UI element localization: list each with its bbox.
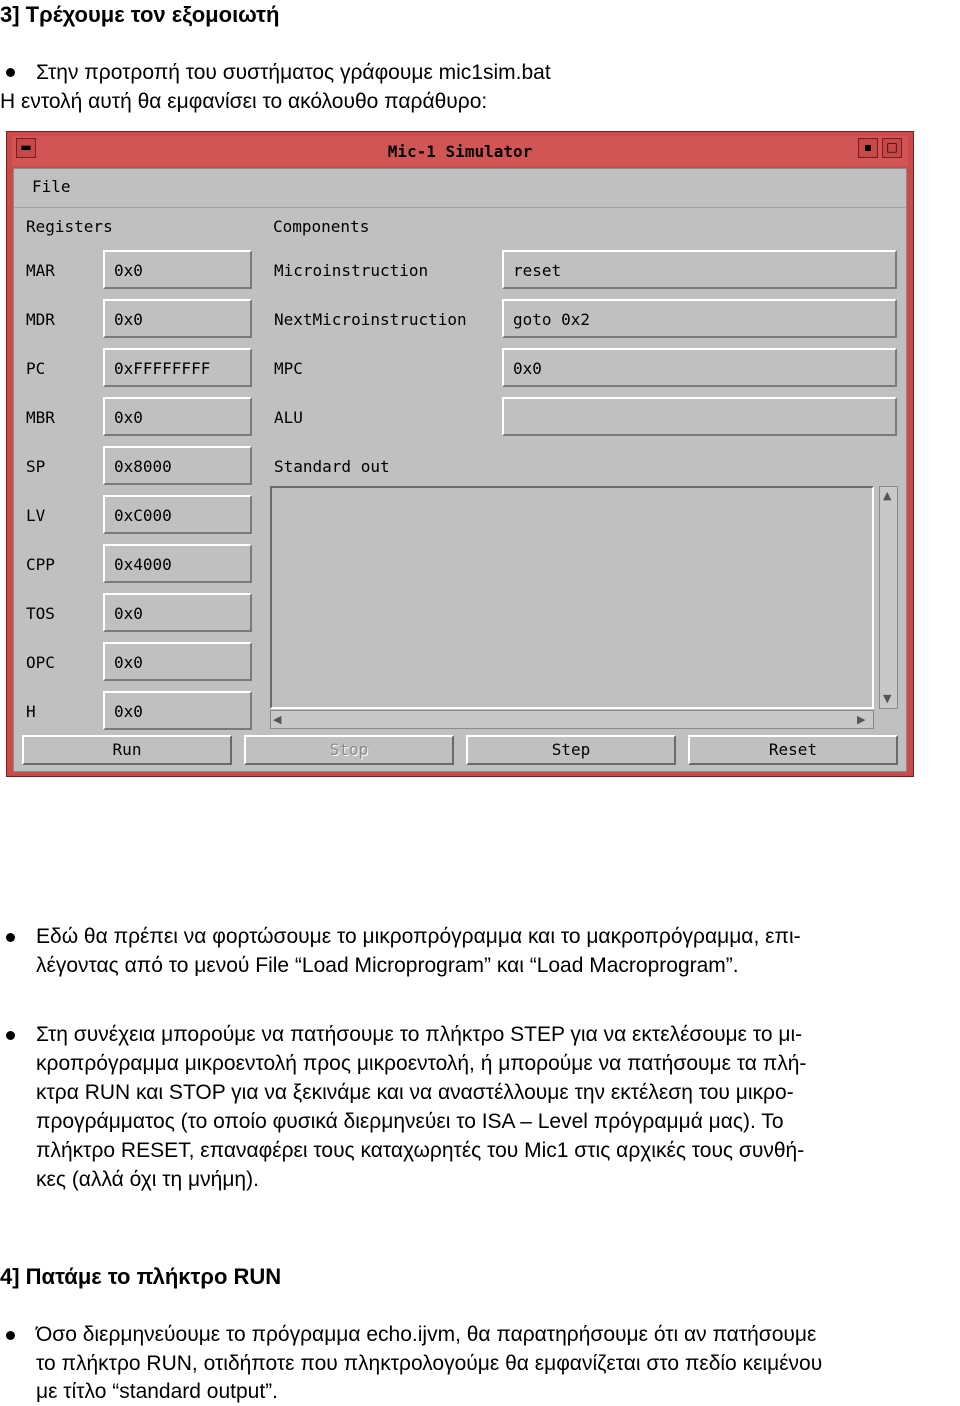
register-label-pc: PC <box>26 359 46 378</box>
run-button[interactable]: Run <box>22 735 232 765</box>
register-field-h: 0x0 <box>103 691 252 730</box>
window-menu-button[interactable]: ▬ <box>16 138 36 158</box>
registers-header: Registers <box>26 217 113 236</box>
component-label-microinstruction: Microinstruction <box>274 261 429 280</box>
standard-out-textarea[interactable] <box>270 486 874 709</box>
register-label-mbr: MBR <box>26 408 55 427</box>
simulator-window <box>6 131 914 777</box>
register-label-mdr: MDR <box>26 310 55 329</box>
component-field-alu <box>502 397 897 436</box>
menu-bar <box>14 169 906 208</box>
section-heading-3: 3] Τρέχουμε τον εξομοιωτή <box>0 2 280 27</box>
bullet-icon <box>6 933 15 942</box>
register-label-tos: TOS <box>26 604 55 623</box>
simulator-client <box>13 168 907 772</box>
register-field-opc: 0x0 <box>103 642 252 681</box>
title-bar <box>12 136 908 166</box>
register-label-lv: LV <box>26 506 46 525</box>
component-field-microinstruction: reset <box>502 250 897 289</box>
component-label-alu: ALU <box>274 408 303 427</box>
register-field-sp: 0x8000 <box>103 446 252 485</box>
scroll-right-icon[interactable]: ▶ <box>857 713 866 726</box>
component-label-mpc: MPC <box>274 359 303 378</box>
register-field-lv: 0xC000 <box>103 495 252 534</box>
paragraph-2-line-3: κτρα RUN και STOP για να ξεκινάμε και να αναστέλλουμε την εκτέλεση του μικρο- <box>36 1081 794 1104</box>
paragraph-2-line-1: Στη συνέχεια μπορούμε να πατήσουμε το πλήκτρο STEP για να εκτελέσουμε το μι- <box>36 1023 803 1046</box>
stop-button[interactable]: Stop <box>244 735 454 765</box>
register-field-mdr: 0x0 <box>103 299 252 338</box>
scroll-up-icon[interactable]: ▲ <box>883 489 892 502</box>
register-field-pc: 0xFFFFFFFF <box>103 348 252 387</box>
paragraph-1-line-1: Εδώ θα πρέπει να φορτώσουμε το μικροπρόγραμμα και το μακροπρόγραμμα, επι- <box>36 925 801 948</box>
scroll-left-icon[interactable]: ◀ <box>273 713 282 726</box>
paragraph-1-line-2: λέγοντας από το μενού File “Load Microprogram” και “Load Macroprogram”. <box>36 954 739 977</box>
paragraph-2-line-6: κες (αλλά όχι τη μνήμη). <box>36 1168 259 1191</box>
register-label-opc: OPC <box>26 653 55 672</box>
register-field-tos: 0x0 <box>103 593 252 632</box>
component-field-next-microinstruction: goto 0x2 <box>502 299 897 338</box>
intro-bullet-text: Στην προτροπή του συστήματος γράφουμε mic1sim.bat <box>36 61 551 84</box>
section-heading-4: 4] Πατάμε το πλήκτρο RUN <box>0 1264 282 1289</box>
bullet-icon <box>6 1331 15 1340</box>
register-field-mbr: 0x0 <box>103 397 252 436</box>
scroll-down-icon[interactable]: ▼ <box>883 692 892 705</box>
section-4-line-2: το πλήκτρο RUN, οτιδήποτε που πληκτρολογούμε θα εμφανίζεται στο πεδίο κειμένου <box>36 1352 823 1375</box>
paragraph-2-line-2: κροπρόγραμμα μικροεντολή προς μικροεντολή, ή μπορούμε να πατήσουμε τα πλή- <box>36 1052 807 1075</box>
maximize-button[interactable]: □ <box>882 138 902 158</box>
section-4-line-3: με τίτλο “standard output”. <box>36 1380 279 1403</box>
section-4-line-1: Όσο διερμηνεύουμε το πρόγραμμα echo.ijvm, θα παρατηρήσουμε ότι αν πατήσουμε <box>36 1323 817 1346</box>
reset-button[interactable]: Reset <box>688 735 898 765</box>
register-label-mar: MAR <box>26 261 55 280</box>
bullet-icon <box>6 1031 15 1040</box>
horizontal-scrollbar[interactable] <box>270 710 874 729</box>
paragraph-2-line-4: προγράμματος (το οποίο φυσικά διερμηνεύει το ISA – Level πρόγραμμά μας). Το <box>36 1110 784 1133</box>
step-button[interactable]: Step <box>466 735 676 765</box>
register-field-mar: 0x0 <box>103 250 252 289</box>
bullet-icon <box>6 68 15 77</box>
window-title: Mic-1 Simulator <box>387 142 533 161</box>
intro-line: Η εντολή αυτή θα εμφανίσει το ακόλουθο παράθυρο: <box>0 90 488 113</box>
standard-out-label: Standard out <box>274 457 390 476</box>
register-label-h: H <box>26 702 36 721</box>
register-label-sp: SP <box>26 457 46 476</box>
component-field-mpc: 0x0 <box>502 348 897 387</box>
register-label-cpp: CPP <box>26 555 55 574</box>
vertical-scrollbar[interactable] <box>879 486 898 709</box>
paragraph-2-line-5: πλήκτρο RESET, επαναφέρει τους καταχωρητές του Mic1 στις αρχικές τους συνθή- <box>36 1139 805 1162</box>
component-label-next-microinstruction: NextMicroinstruction <box>274 310 467 329</box>
register-field-cpp: 0x4000 <box>103 544 252 583</box>
minimize-button[interactable]: ▪ <box>858 138 878 158</box>
menu-file[interactable]: File <box>32 177 71 196</box>
components-header: Components <box>273 217 370 236</box>
